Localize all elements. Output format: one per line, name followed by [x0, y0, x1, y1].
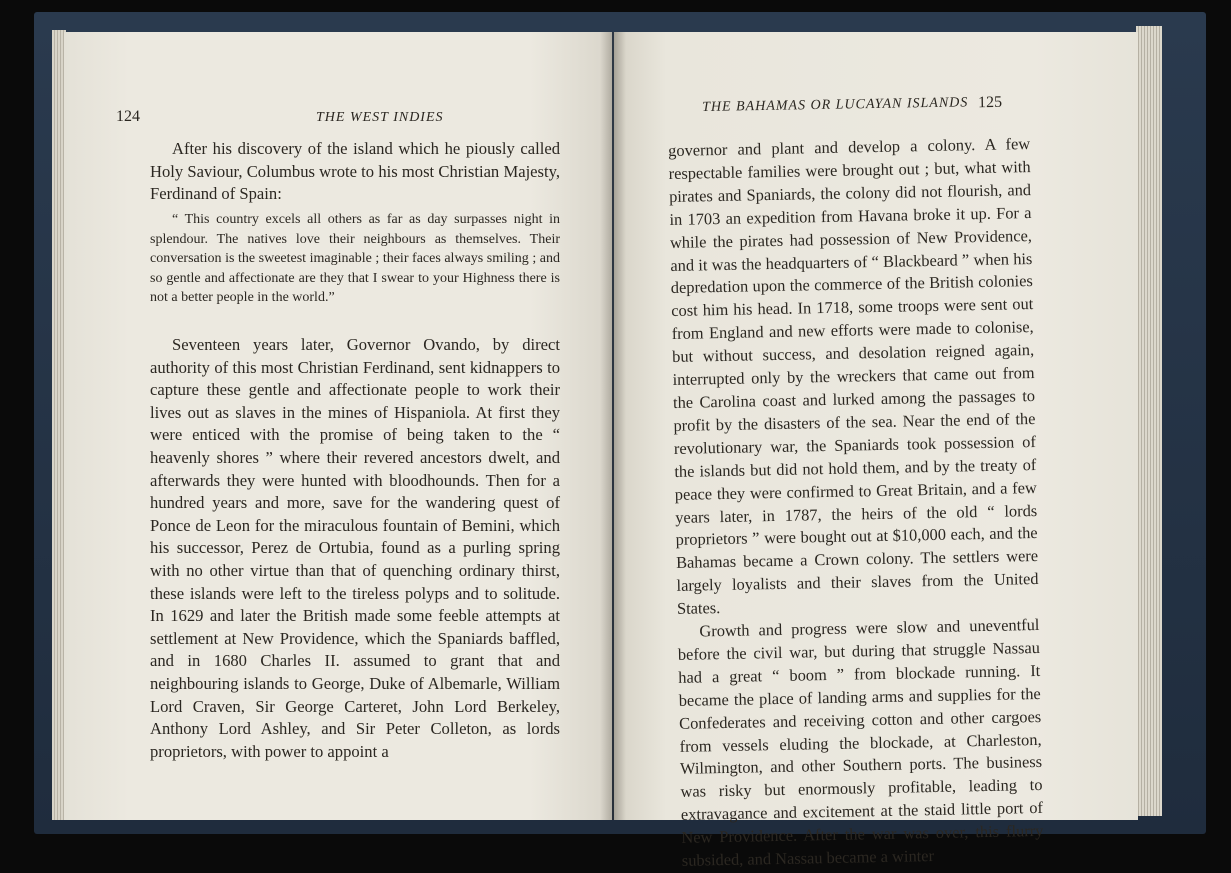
- left-page-body: [150, 138, 560, 206]
- right-page-number: 125: [977, 93, 1003, 112]
- left-paragraph-2: Seventeen years later, Governor Ovando, by direct authority of this most Christian Ferdinand, sent kidnappers to capture these gentle and affectionate people to work their lives out as slaves in the mines of Hispaniola. At first they were enticed with the promise of being taken to the “ heavenly shores ” where their revered ancestors dwelt, and afterwards they were hunted with bloodhounds. Then for a hundred years and more, save for the wandering quest of Ponce de Leon for the miraculous fountain of Bemini, which his successor, Perez de Ortubia, found as a purling spring with no other virtue than that of quenching ordinary thirst, these islands were left to the tireless polyps and to solitude. In 1629 and later the British made some feeble attempts at settlement at New Providence, which the Spaniards baffled, and in 1680 Charles II. assumed to grant that and neighbouring islands to George, Duke of Albemarle, William Lord Craven, Sir George Carteret, John Lord Berkeley, Anthony Lord Ashley, and Sir Peter Colleton, as lords proprietors, with power to appoint a: [150, 335, 560, 761]
- left-page-number: 124: [116, 108, 140, 125]
- right-page-body: [668, 133, 1044, 873]
- left-running-title: THE WEST INDIES: [316, 110, 444, 125]
- right-running-title: THE BAHAMAS OR LUCAYAN ISLANDS: [702, 95, 969, 115]
- left-paragraph-1: After his discovery of the island which he piously called Holy Saviour, Columbus wrote to his most Christian Majesty, Ferdinand of Spain:: [150, 139, 560, 204]
- left-running-title-wrap: [316, 110, 444, 126]
- right-paragraph-1: governor and plant and develop a colony. A few respectable families were brought out ; but, what with pirates and Spaniards, the colony did not flourish, and in 1703 an expedition from Havana broke it up. For a while the pirates had possession of New Providence, and it was the headquarters of “ Blackbeard ” when his depredation upon the commerce of the British colonies cost him his head. In 1718, some troops were sent out from England and new efforts were made to colonise, but without success, and desolation reigned again, interrupted only by the wreckers that came out from the Carolina coast and lurked among the passages to profit by the disasters of the sea. Near the end of the revolutionary war, the Spaniards took possession of the islands but did not hold them, and by the treaty of peace they were confirmed to Great Britain, and a few years later, in 1787, the heirs of the old “ lords proprietors ” were bought out at $10,000 each, and the Bahamas became a Crown colony. The settlers were largely loyalists and their slaves from the United States.: [668, 134, 1039, 619]
- left-running-header: [116, 108, 140, 126]
- left-page-quote: [150, 210, 560, 308]
- right-paragraph-2: Growth and progress were slow and uneventful before the civil war, but during that struggle Nassau had a great “ boom ” from blockade running. It became the place of landing arms and supplies for the Confederates and receiving cotton and other cargoes from vessels eluding the blockade, at Charleston, Wilmington, and other Southern ports. The business was risky but enormously profitable, leading to extravagance and excitement at the staid little port of New Providence. After the war was over, this flurry subsided, and Nassau became a winter: [677, 614, 1044, 870]
- page-edges-right: [1136, 26, 1162, 816]
- book-gutter: [600, 32, 626, 820]
- left-page-body-2: [150, 334, 560, 763]
- right-page-number-wrap: [978, 94, 1002, 112]
- columbus-quote: “ This country excels all others as far as day surpasses night in splendour. The natives love their neighbours as themselves. Their conversation is the sweetest imaginable ; their faces always smiling ; and so gentle and affectionate are they that I swear to your Highness there is not a better people in the world.”: [150, 212, 560, 306]
